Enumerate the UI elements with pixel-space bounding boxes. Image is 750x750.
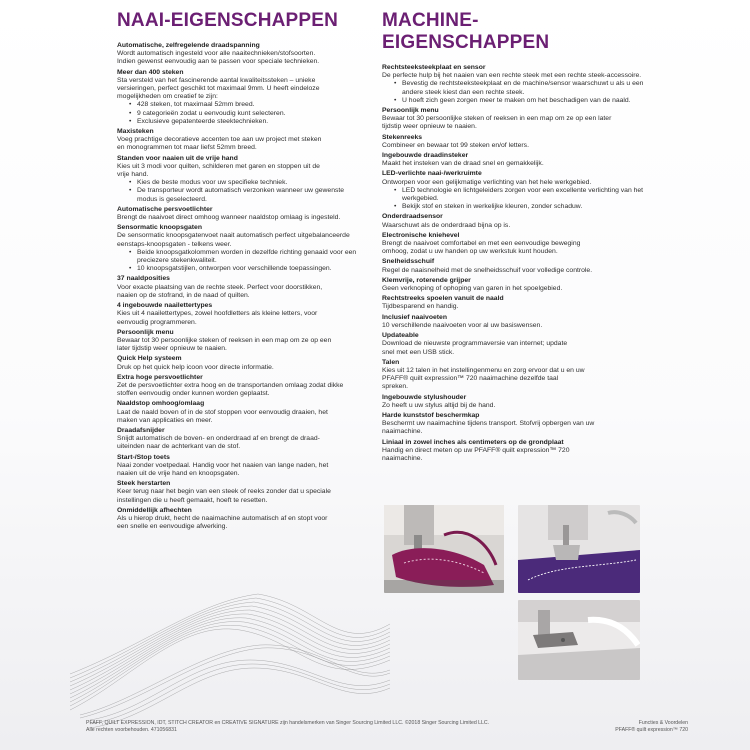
feature-text: vrije hand. xyxy=(117,171,149,179)
feature-heading: Extra hoge persvoetlichter xyxy=(117,373,203,381)
feature-section xyxy=(382,152,644,168)
feature-heading: Standen voor naaien uit de vrije hand xyxy=(117,154,238,162)
feature-section xyxy=(117,374,357,399)
feature-text: Wordt automatisch ingesteld voor alle naaitechnieken/stofsoorten. xyxy=(117,50,316,58)
feature-heading: Talen xyxy=(382,358,400,366)
photo-presser-foot-closeup xyxy=(518,600,640,680)
feature-bullets xyxy=(117,249,357,274)
photo-purple-fabric-foot xyxy=(518,505,640,593)
feature-heading: Liniaal in zowel inches als centimeters op de grondplaat xyxy=(382,438,564,446)
feature-section xyxy=(382,412,644,437)
feature-text: stoffen eenvoudig onder kunnen worden geplaatst. xyxy=(117,390,270,398)
feature-text: omhoog, zodat u uw handen op uw werkstuk kunt houden. xyxy=(382,248,558,256)
feature-heading: Automatische persvoetlichter xyxy=(117,205,213,213)
feature-heading: Start-/Stop toets xyxy=(117,453,170,461)
feature-text: naaien op de stofrand, in de naad of quilten. xyxy=(117,291,250,299)
feature-section xyxy=(382,64,644,105)
feature-text: versieringen, perfect geschikt tot maximaal 9mm. U heeft eindeloze xyxy=(117,85,320,93)
machine-eigenschappen-column xyxy=(382,10,644,465)
feature-text: en monogrammen tot maar liefst 52mm breed. xyxy=(117,144,257,152)
feature-heading: 37 naaldposities xyxy=(117,275,170,283)
feature-section xyxy=(117,128,357,153)
feature-heading: Rechtsteeksteekplaat en sensor xyxy=(382,64,486,71)
feature-heading: Snelheidsschuif xyxy=(382,258,435,266)
feature-bullet: • Bevestig de rechtsteeksteekplaat en de machine/sensor waarschuwt u als u een andere steek kiest dan een rechte steek. xyxy=(402,80,644,96)
footer-product xyxy=(615,720,688,733)
feature-bullet: • 10 knoopsgatstijlen, ontworpen voor verschillende toepassingen. xyxy=(137,265,357,273)
footer-legal-line2: Alle rechten voorbehouden. 471056831 xyxy=(86,726,177,733)
feature-section xyxy=(117,400,357,425)
feature-text: uiteinden naar de achterkant van de stof. xyxy=(117,443,241,451)
feature-section xyxy=(117,155,357,204)
feature-section xyxy=(382,332,644,357)
feature-section xyxy=(117,480,357,505)
feature-text: PFAFF® quilt expression™ 720 naaimachine dezelfde taal xyxy=(382,375,559,383)
feature-heading: Draadafsnijder xyxy=(117,426,165,434)
feature-bullet: • 9 categorieën zodat u eenvoudig kunt selecteren. xyxy=(137,110,357,118)
feature-bullets xyxy=(117,101,357,126)
feature-text: Brengt de naaivoet comfortabel en met een eenvoudige beweging xyxy=(382,240,581,248)
feature-bullets xyxy=(382,187,644,212)
footer-product-line2: PFAFF® quilt expression™ 720 xyxy=(615,726,688,733)
feature-section xyxy=(117,69,357,126)
feature-text: Regel de naaisnelheid met de snelheidsschuif voor volledige controle. xyxy=(382,266,593,274)
feature-text: snel met een USB stick. xyxy=(382,348,455,356)
feature-text: Sta versteld van het fascinerende aantal kwaliteitssteken – unieke xyxy=(117,76,316,84)
feature-text: naaimachine. xyxy=(382,428,423,436)
feature-text: Bewaar tot 30 persoonlijke steken of reeksen in een map om ze op een later xyxy=(382,115,612,123)
feature-text: Ontworpen voor een gelijkmatige verlichting van het hele werkgebied. xyxy=(382,178,592,186)
feature-bullet: • Exclusieve gepatenteerde steektechnieken. xyxy=(137,118,357,126)
feature-heading: Persoonlijk menu xyxy=(117,328,174,336)
feature-text: spreken. xyxy=(382,383,409,391)
feature-text: later tijdstip weer opnieuw te naaien. xyxy=(117,345,227,353)
feature-heading: Meer dan 400 steken xyxy=(117,68,184,76)
feature-text: Laat de naald boven of in de stof stoppen voor eenvoudig draaien, het xyxy=(117,408,328,416)
feature-text: eenvoudig programmeren. xyxy=(117,318,197,326)
feature-text: naaien uit de vrije hand en knoopsgaten. xyxy=(117,469,240,477)
feature-text: De sensormatic knoopsgatenvoet naait automatisch perfect uitgebalanceerde xyxy=(117,232,350,240)
feature-section xyxy=(382,295,644,311)
feature-section xyxy=(382,107,644,132)
feature-text: Kies uit 4 naailettertypes, zowel hoofdletters als kleine letters, voor xyxy=(117,310,318,318)
feature-section xyxy=(117,302,357,327)
feature-text: Indien gewenst eenvoudig aan te passen voor speciale technieken. xyxy=(117,58,320,66)
feature-heading: Maxisteken xyxy=(117,128,154,136)
feature-text: mogelijkheden om creatief te zijn: xyxy=(117,93,218,101)
left-sections xyxy=(117,42,357,531)
feature-text: instellingen die u heeft gemaakt, hoeft te resetten. xyxy=(117,496,268,504)
feature-section xyxy=(382,439,644,464)
feature-heading: Ingebouwde stylushouder xyxy=(382,393,467,401)
feature-text: Druk op het quick help icoon voor directe informatie. xyxy=(117,363,274,371)
naai-eigenschappen-column xyxy=(117,10,357,533)
feature-text: Zet de persvoetlichter extra hoog en de transportanden omlaag zodat dikke xyxy=(117,381,344,389)
feature-bullet: • U hoeft zich geen zorgen meer te maken om het beschadigen van de naald. xyxy=(402,97,644,105)
feature-section xyxy=(117,224,357,273)
feature-heading: Rechtstreeks spoelen vanuit de naald xyxy=(382,295,504,303)
photo-magenta-bag-sewing xyxy=(384,505,504,593)
feature-section xyxy=(382,314,644,330)
feature-heading: LED-verlichte naai-/werkruimte xyxy=(382,170,482,178)
right-column-title: MACHINE-EIGENSCHAPPEN xyxy=(382,10,550,53)
feature-text: Tijdbesparend en handig. xyxy=(382,303,459,311)
feature-text: Download de nieuwste programmaversie van internet; update xyxy=(382,340,568,348)
feature-heading: Inclusief naaivoeten xyxy=(382,313,447,321)
feature-heading: Onmiddellijk afhechten xyxy=(117,506,192,514)
feature-text: Kies uit 3 modi voor quilten, schilderen met garen en stoppen uit de xyxy=(117,162,320,170)
feature-text: Beschermt uw naaimachine tijdens transport. Stofvrij opbergen van uw xyxy=(382,420,595,428)
feature-section xyxy=(382,359,644,392)
feature-text: Naai zonder voetpedaal. Handig voor het naaien van lange naden, het xyxy=(117,461,329,469)
feature-section xyxy=(117,206,357,222)
feature-text: Maakt het insteken van de draad snel en gemakkelijk. xyxy=(382,160,544,168)
feature-text: Brengt de naaivoet direct omhoog wanneer naaldstop omlaag is ingesteld. xyxy=(117,214,341,222)
feature-text: Keer terug naar het begin van een steek of reeks zonder dat u speciale xyxy=(117,488,331,496)
feature-text: De perfecte hulp bij het naaien van een rechte steek met een rechte steek-accessoire. xyxy=(382,72,642,80)
feature-heading: Naaldstop omhoog/omlaag xyxy=(117,400,205,408)
feature-bullet: • 428 steken, tot maximaal 52mm breed. xyxy=(137,101,357,109)
feature-bullets xyxy=(382,80,644,105)
feature-text: Kies uit 12 talen in het instellingenmenu en zorg ervoor dat u en uw xyxy=(382,366,585,374)
feature-text: 10 verschillende naaivoeten voor al uw basiswensen. xyxy=(382,321,543,329)
feature-section xyxy=(382,232,644,257)
feature-section xyxy=(117,355,357,371)
feature-text: Geen verknoping of ophoping van garen in het spoelgebied. xyxy=(382,285,563,293)
feature-heading: Electronische kniehevel xyxy=(382,231,460,239)
feature-bullet: • Bekijk stof en steken in werkelijke kleuren, zonder schaduw. xyxy=(402,203,644,211)
feature-section xyxy=(117,427,357,452)
feature-section xyxy=(117,329,357,354)
feature-heading: 4 ingebouwde naailettertypes xyxy=(117,302,213,310)
footer-legal-line1: PFAFF, QUILT EXPRESSION, IDT, STITCH CREATOR en CREATIVE SIGNATURE zijn handelsmerken van Singer Sourcing Limited LLC. ©2018 Singer Sourcing Limited LLC. xyxy=(86,720,490,726)
footer-product-line1: Functies & Voordelen xyxy=(638,720,688,726)
feature-text: Waarschuwt als de onderdraad bijna op is. xyxy=(382,221,511,229)
feature-bullet: • LED technologie en lichtgeleiders zorgen voor een excellente verlichting van het werkgebied. xyxy=(402,187,644,203)
feature-heading: Onderdraadsensor xyxy=(382,213,443,221)
feature-text: naaimachine. xyxy=(382,454,423,462)
feature-text: Als u hierop drukt, hecht de naaimachine automatisch af en stopt voor xyxy=(117,514,328,522)
feature-text: Voeg prachtige decoratieve accenten toe aan uw project met steken xyxy=(117,136,322,144)
feature-text: Zo heeft u uw stylus altijd bij de hand. xyxy=(382,401,496,409)
right-sections xyxy=(382,64,644,463)
feature-section xyxy=(382,134,644,150)
feature-section xyxy=(382,258,644,274)
feature-heading: Stekenreeks xyxy=(382,133,423,141)
feature-section xyxy=(117,42,357,67)
feature-text: maken van applicaties en meer. xyxy=(117,416,213,424)
feature-heading: Quick Help systeem xyxy=(117,355,182,363)
feature-text: eenstaps-knoopsgaten - telkens weer. xyxy=(117,240,232,248)
feature-text: Bewaar tot 30 persoonlijke steken of reeksen in een map om ze op een xyxy=(117,336,332,344)
feature-section xyxy=(382,277,644,293)
feature-bullets xyxy=(117,179,357,204)
left-column-title: NAAI-EIGENSCHAPPEN xyxy=(117,10,339,31)
feature-heading: Harde kunststof beschermkap xyxy=(382,411,480,419)
feature-bullet: • Kies de beste modus voor uw specifieke techniek. xyxy=(137,179,357,187)
feature-section xyxy=(382,213,644,229)
footer-legal xyxy=(86,720,586,733)
feature-text: Combineer en bewaar tot 99 steken en/of letters. xyxy=(382,141,529,149)
feature-bullet: • De transporteur wordt automatisch verzonken wanneer uw gewenste modus is geselecteerd. xyxy=(137,187,357,203)
feature-heading: Persoonlijk menu xyxy=(382,107,439,115)
feature-heading: Ingebouwde draadinsteker xyxy=(382,152,469,160)
feature-heading: Klemvrije, roterende grijper xyxy=(382,276,471,284)
feature-heading: Sensormatic knoopsgaten xyxy=(117,224,202,232)
feature-section xyxy=(117,507,357,532)
feature-bullet: • Beide knoopsgatkolommen worden in dezelfde richting genaaid voor een preciezere stekenkwaliteit. xyxy=(137,249,357,265)
feature-heading: Steek herstarten xyxy=(117,480,171,488)
decorative-swoosh xyxy=(70,560,390,730)
feature-section xyxy=(117,275,357,300)
feature-text: een snelle en eenvoudige afwerking. xyxy=(117,523,228,531)
feature-section xyxy=(382,170,644,211)
feature-text: Snijdt automatisch de boven- en onderdraad af en brengt de draad- xyxy=(117,435,320,443)
feature-heading: Updateable xyxy=(382,332,419,340)
feature-heading: Automatische, zelfregelende draadspanning xyxy=(117,42,260,49)
feature-section xyxy=(382,394,644,410)
feature-text: Voor exacte plaatsing van de rechte steek. Perfect voor doorstikken, xyxy=(117,283,323,291)
feature-text: Handig en direct meten op uw PFAFF® quilt expression™ 720 xyxy=(382,446,570,454)
feature-text: tijdstip weer opnieuw te naaien. xyxy=(382,123,477,131)
feature-section xyxy=(117,454,357,479)
